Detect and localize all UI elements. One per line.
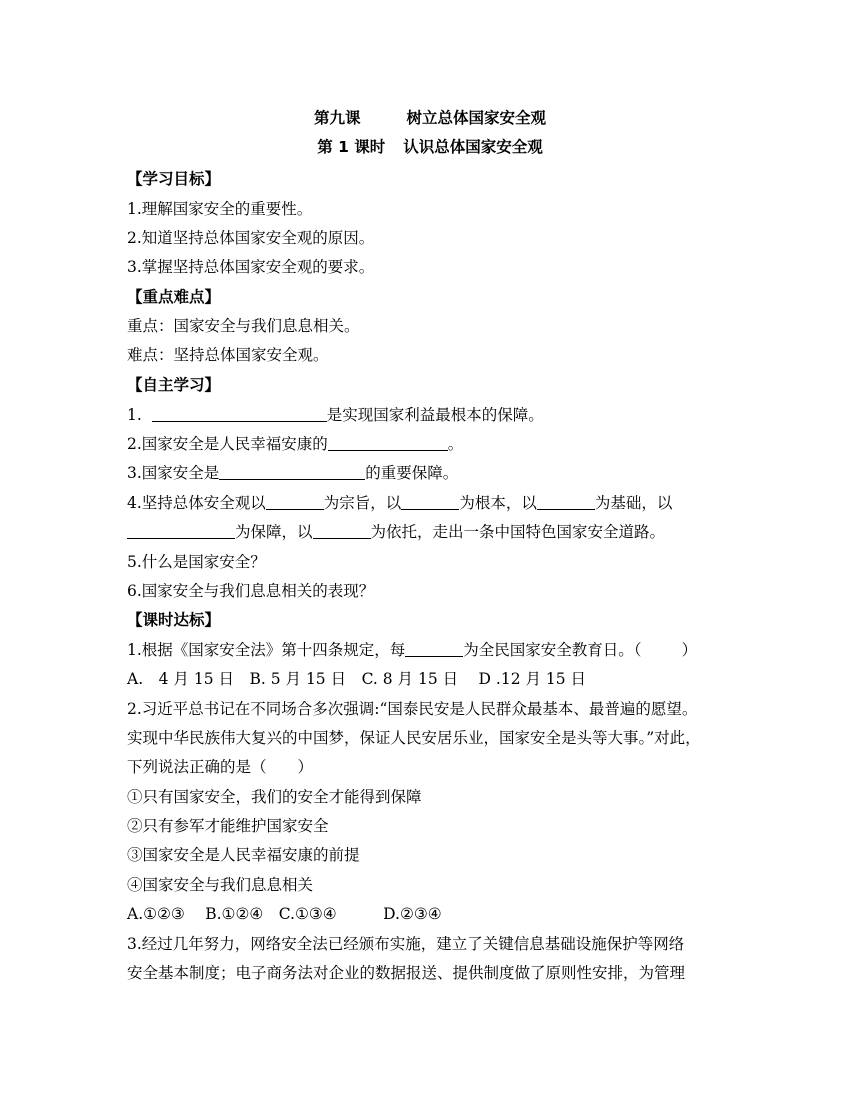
test-question-1: 1.根据《国家安全法》第十四条规定，每 为全民国家安全教育日。（ ）	[127, 641, 698, 659]
fill-blank[interactable]	[313, 523, 371, 539]
fill-blank[interactable]	[152, 406, 327, 422]
self-question-5: 5.什么是国家安全？	[127, 553, 266, 571]
lesson-number: 第九课	[313, 109, 361, 127]
fill-blank[interactable]	[401, 494, 459, 510]
fill-blank[interactable]	[127, 523, 235, 539]
lesson-name: 树立总体国家安全观	[406, 109, 547, 127]
test-question-3-line2: 安全基本制度；电子商务法对企业的数据报送、提供制度做了原则性安排，为管理	[127, 964, 686, 982]
lesson-title	[0, 108, 860, 128]
period-number: 第 1 课时	[317, 138, 386, 156]
fill-blank[interactable]	[328, 435, 448, 451]
test-question-2-line3: 下列说法正确的是（ ）	[127, 758, 314, 776]
section-key-heading: 【重点难点】	[127, 288, 221, 306]
period-title	[0, 137, 860, 157]
self-question-4: 4.坚持总体安全观以 为宗旨，以 为根本，以 为基础，以	[127, 494, 673, 512]
section-self-heading: 【自主学习】	[127, 376, 221, 394]
period-name: 认识总体国家安全观	[403, 138, 543, 156]
test-question-2-line1: 2.习近平总书记在不同场合多次强调:“国泰民安是人民群众最基本、最普遍的愿望。	[127, 700, 698, 718]
section-goals-heading: 【学习目标】	[127, 170, 221, 188]
self-question-3: 3.国家安全是 的重要保障。	[127, 464, 459, 482]
self-question-4-cont: 为保障，以 为依托，走出一条中国特色国家安全道路。	[127, 522, 750, 542]
fill-blank[interactable]	[537, 494, 595, 510]
section-test-heading: 【课时达标】	[127, 611, 221, 629]
test-question-2-statement: ①只有国家安全，我们的安全才能得到保障	[127, 788, 422, 806]
test-question-3-line1: 3.经过几年努力，网络安全法已经颁布实施，建立了关键信息基础设施保护等网络	[127, 935, 685, 953]
self-question-1: 1. 是实现国家利益最根本的保障。	[127, 406, 544, 424]
goal-item: 1.理解国家安全的重要性。	[127, 200, 313, 218]
test-question-1-options: A. 4 月 15 日 B. 5 月 15 日 C. 8 月 15 日 D .12 月 15 日	[127, 670, 587, 688]
fill-blank[interactable]	[405, 641, 463, 657]
key-focus: 重点：国家安全与我们息息相关。	[127, 317, 360, 335]
goal-item: 2.知道坚持总体国家安全观的原因。	[127, 229, 375, 247]
test-question-2-options: A.①②③ B.①②④ C.①③④ D.②③④	[127, 905, 442, 923]
goal-item: 3.掌握坚持总体国家安全观的要求。	[127, 258, 375, 276]
self-question-6: 6.国家安全与我们息息相关的表现？	[127, 582, 375, 600]
test-question-2-line2: 实现中华民族伟大复兴的中国梦，保证人民安居乐业，国家安全是头等大事。”对此，	[127, 729, 701, 747]
test-question-2-statement: ④国家安全与我们息息相关	[127, 876, 314, 894]
test-question-2-statement: ②只有参军才能维护国家安全	[127, 817, 329, 835]
fill-blank[interactable]	[266, 494, 324, 510]
test-question-2-statement: ③国家安全是人民幸福安康的前提	[127, 846, 360, 864]
self-question-2: 2.国家安全是人民幸福安康的 。	[127, 435, 464, 453]
fill-blank[interactable]	[219, 464, 365, 480]
key-difficulty: 难点：坚持总体国家安全观。	[127, 346, 329, 364]
